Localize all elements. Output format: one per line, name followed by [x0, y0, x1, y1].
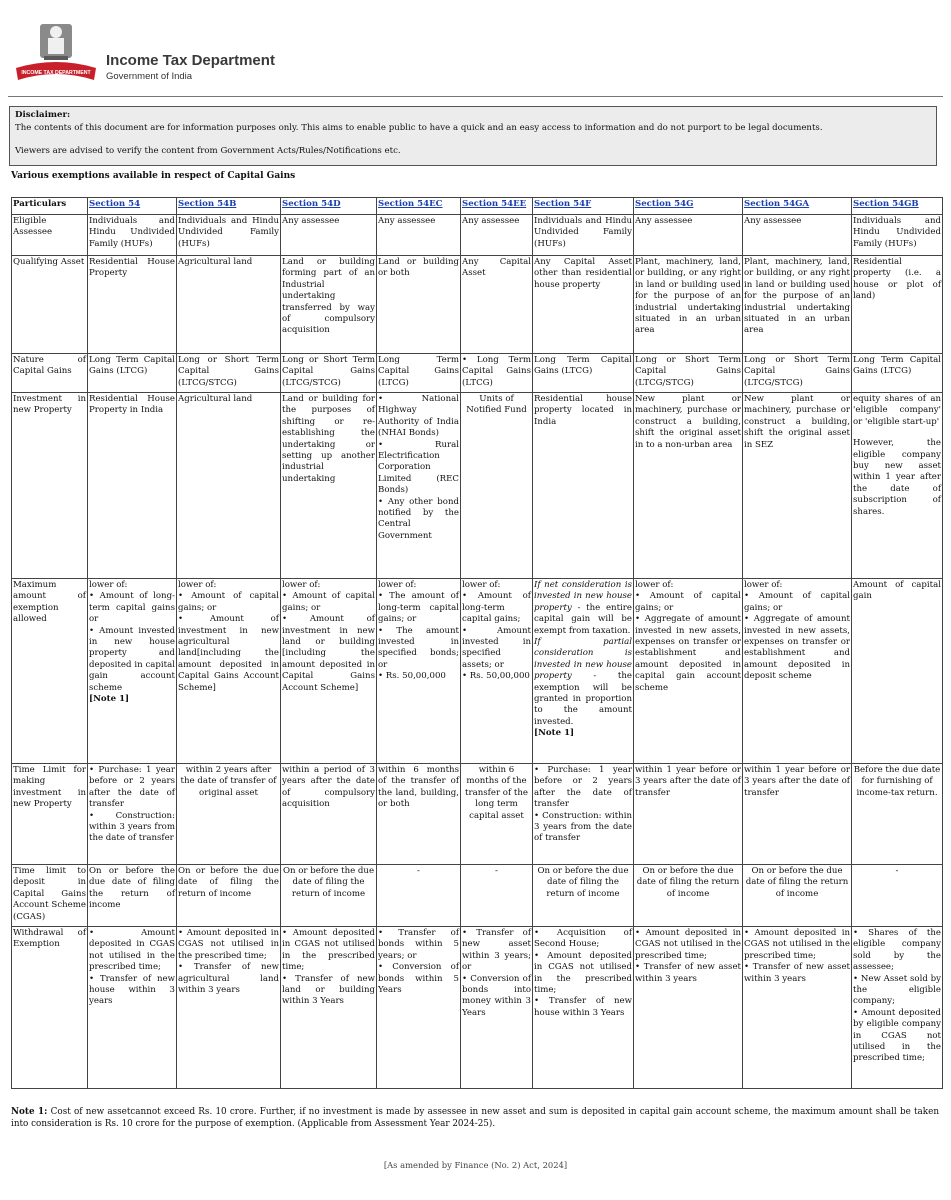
table-row-qualifying-asset [12, 256, 943, 354]
table-row-withdrawal-of-exemption [12, 927, 943, 1089]
disclaimer-title: Disclaimer: [15, 110, 71, 120]
disclaimer-line-2: Viewers are advised to verify the content from Government Acts/Rules/Notifications etc. [15, 146, 401, 156]
lower-of-label: lower of: [178, 580, 217, 590]
table-row-eligible-assessee [12, 215, 943, 256]
table-cell [634, 579, 743, 764]
table-cell: Any assessee [634, 215, 743, 256]
bullet-item: • Rs. 50,00,000 [378, 671, 446, 682]
bullet-item: • Conversion of bonds into money within 3 Years [462, 973, 531, 1018]
row-label: Maximum amount of exemption allowed [12, 579, 88, 764]
table-cell: Long Term Capital Gains (LTCG) [533, 354, 634, 393]
header-particulars: Particulars [12, 198, 88, 215]
bullet-item: • Any other bond notified by the Central Government [378, 496, 459, 541]
bullet-item: • Amount invested in new house property and deposited in capital gain account scheme [89, 625, 175, 693]
table-cell: within 6 months of the transfer of the land, building, or both [377, 764, 461, 865]
lower-of-label: lower of: [462, 580, 501, 590]
bullet-item: • The amount of long-term capital gains; or [378, 591, 459, 625]
capital-gains-table [11, 197, 943, 1089]
table-cell: Any Capital Asset [461, 256, 533, 354]
bullet-item: • Transfer of new asset within 3 years; or [462, 928, 531, 973]
table-cell: Any assessee [377, 215, 461, 256]
note-1-text: Cost of new assetcannot exceed Rs. 10 crore. Further, if no investment is made by assessee in new asset and sum is deposited in capital gain account scheme, the maximum amount shall be taken into consideration is Rs. 10 crore for the purpose of exemption. (Applicable from Assessment Year 2024-25). [11, 1107, 939, 1129]
header-section-54f [533, 198, 634, 215]
table-cell: Individuals and Hindu Undivided Family (HUFs) [852, 215, 943, 256]
table-cell: Agricultural land [177, 256, 281, 354]
lower-of-label: lower of: [378, 580, 417, 590]
table-cell [852, 927, 943, 1089]
row-label: Investment in new Property [12, 393, 88, 579]
table-cell: On or before the due date of filing the return of income [743, 865, 852, 927]
table-cell: within 2 years after the date of transfer of original asset [177, 764, 281, 865]
disclaimer-line-1: The contents of this document are for information purposes only. This aims to enable public to have a quick and an easy access to information and do not purport to be legal documents. [15, 123, 823, 133]
emblem-ribbon-text: INCOME TAX DEPARTMENT [21, 70, 91, 76]
bullet-item: • Transfer of new land or building within 3 Years [282, 973, 375, 1007]
table-cell: within 6 months of the transfer of the long term capital asset [461, 764, 533, 865]
table-cell [533, 579, 634, 764]
table-cell [177, 579, 281, 764]
table-cell: Long Term Capital Gains (LTCG) [377, 354, 461, 393]
table-cell: Land or building for the purposes of shifting or re-establishing the undertaking or setting up another industrial undertaking [281, 393, 377, 579]
table-row-time-limit-investment [12, 764, 943, 865]
row-label: Eligible Assessee [12, 215, 88, 256]
bullet-item: • Amount of capital gains; or [635, 591, 741, 613]
disclaimer-box [9, 106, 937, 166]
table-cell: Land or building forming part of an Industrial undertaking transferred by way of compulsory acquisition [281, 256, 377, 354]
bullet-item: • Aggregate of amount invested in new assets, expenses on transfer or establishment and amount deposited in deposit scheme [744, 614, 850, 682]
bullet-item: • Amount of capital gains; or [282, 591, 375, 613]
table-cell: Long or Short Term Capital Gains (LTCG/STCG) [177, 354, 281, 393]
table-cell [461, 579, 533, 764]
table-cell: Long Term Capital Gains (LTCG) [88, 354, 177, 393]
link-section-54f[interactable]: Section 54F [534, 199, 592, 209]
bullet-item: • Transfer of new asset within 3 years [635, 962, 741, 984]
table-cell: Long Term Capital Gains (LTCG) [852, 354, 943, 393]
table-cell: Individuals and Hindu Undivided Family (HUFs) [533, 215, 634, 256]
table-cell: Long or Short Term Capital Gains (LTCG/STCG) [634, 354, 743, 393]
table-cell: New plant or machinery, purchase or construct a building, shift the original asset in SEZ [743, 393, 852, 579]
table-cell: within a period of 3 years after the date of compulsory acquisition [281, 764, 377, 865]
bullet-item: • Acquisition of Second House; [534, 928, 632, 950]
bullet-item: • Amount deposited in CGAS not utilised in the prescribed time; [534, 950, 632, 996]
bullet-item: • Purchase: 1 year before or 2 years after the date of transfer [534, 765, 632, 810]
table-cell [377, 927, 461, 1089]
table-cell [852, 393, 943, 579]
income-tax-emblem-icon [14, 20, 98, 86]
header-section-54b [177, 198, 281, 215]
header-section-54g [634, 198, 743, 215]
row-label: Qualifying Asset [12, 256, 88, 354]
link-section-54d[interactable]: Section 54D [282, 199, 341, 209]
table-cell [377, 393, 461, 579]
lower-of-label: lower of: [744, 580, 783, 590]
link-section-54ee[interactable]: Section 54EE [462, 199, 527, 209]
table-cell: Residential House Property in India [88, 393, 177, 579]
table-cell: - [377, 865, 461, 927]
row-label: Nature of Capital Gains [12, 354, 88, 393]
header-section-54ee [461, 198, 533, 215]
bullet-item: • Transfer of bonds within 5 years; or [378, 928, 459, 961]
note-1 [11, 1106, 939, 1130]
table-cell: On or before the due date of filing the return of income [88, 865, 177, 927]
bullet-item: • Transfer of new house within 3 years [89, 973, 175, 1007]
table-cell [88, 764, 177, 865]
bullet-item: • Transfer of new house within 3 Years [534, 996, 632, 1018]
table-cell: On or before the due date of filing the return of income [281, 865, 377, 927]
italic-text: If net consideration is invested in new house property [534, 580, 632, 613]
table-cell [743, 579, 852, 764]
bullet-item: • Aggregate of amount invested in new assets, expenses on transfer or establishment and amount deposited in capital gain account scheme [635, 614, 741, 693]
table-cell: On or before the due date of filing the return of income [533, 865, 634, 927]
bullet-item: • Construction: within 3 years from the date of transfer [534, 810, 632, 844]
link-section-54[interactable]: Section 54 [89, 199, 141, 209]
bullet-item: • The amount invested in specified bonds; or [378, 625, 459, 670]
header-divider [8, 96, 943, 97]
table-cell [377, 579, 461, 764]
link-section-54ec[interactable]: Section 54EC [378, 199, 443, 209]
table-cell: Individuals and Hindu Undivided Family (HUFs) [177, 215, 281, 256]
table-cell [743, 927, 852, 1089]
table-cell: - [461, 865, 533, 927]
table-cell: Plant, machinery, land, or building, or any right in land or building used for the purpose of an industrial undertaking situated in an urban area [743, 256, 852, 354]
table-cell [281, 927, 377, 1089]
table-cell: New plant or machinery, purchase or construct a building, shift the original asset in to a non-urban area [634, 393, 743, 579]
government-name: Government of India [106, 71, 193, 82]
table-cell: Residential property (i.e. a house or plot of land) [852, 256, 943, 354]
table-cell: within 1 year before or 3 years after the date of transfer [634, 764, 743, 865]
table-cell: Plant, machinery, land, or building, or any right in land or building used for the purpose of an industrial undertaking situated in an urban area [634, 256, 743, 354]
bullet-item: • Purchase: 1 year before or 2 years after the date of transfer [89, 765, 175, 810]
bullet-item: • Transfer of new agricultural land within 3 years [178, 962, 279, 996]
lower-of-label: lower of: [635, 580, 674, 590]
link-section-54gb[interactable]: Section 54GB [853, 199, 919, 209]
cell-paragraph: equity shares of an 'eligible company' or 'eligible start-up' [853, 394, 941, 427]
header-section-54ga [743, 198, 852, 215]
table-cell: Any Capital Asset other than residential house property [533, 256, 634, 354]
table-cell [533, 764, 634, 865]
bullet-item: • Amount of capital gains; or [744, 591, 850, 613]
table-cell: Any assessee [461, 215, 533, 256]
table-row-nature-of-capital-gains [12, 354, 943, 393]
bullet-item: • Rural Electrification Corporation Limited (REC Bonds) [378, 439, 459, 496]
table-cell: Units of Notified Fund [461, 393, 533, 579]
table-cell: Residential house property located in India [533, 393, 634, 579]
bullet-item: • Shares of the eligible company sold by the assessee; [853, 928, 941, 973]
table-cell: Any assessee [743, 215, 852, 256]
table-cell [634, 927, 743, 1089]
bullet-item: • Amount deposited in CGAS not utilised in the prescribed time; [89, 928, 175, 973]
page-header [8, 20, 408, 90]
footer-amendment: [As amended by Finance (No. 2) Act, 2024] [383, 1160, 568, 1170]
table-cell [88, 927, 177, 1089]
table-cell: On or before the due date of filing the return of income [177, 865, 281, 927]
bullet-item: • Amount of investment in new agricultural land[including the amount deposited in Capital Gains Account Scheme] [178, 614, 279, 693]
table-cell: Land or building or both [377, 256, 461, 354]
cell-paragraph [534, 637, 632, 728]
bullet-item: • National Highway Authority of India (NHAI Bonds) [378, 394, 459, 439]
note-reference: [Note 1] [89, 694, 130, 705]
table-cell: Residential House Property [88, 256, 177, 354]
bullet-item: • Amount deposited in CGAS not utilised in the prescribed time; [282, 928, 375, 973]
table-cell: On or before the due date of filing the return of income [634, 865, 743, 927]
bullet-item: • Construction: within 3 years from the date of transfer [89, 810, 175, 844]
lower-of-label: lower of: [282, 580, 321, 590]
table-cell [533, 927, 634, 1089]
table-cell [281, 579, 377, 764]
bullet-item: • Amount deposited in CGAS not utilised in the prescribed time; [178, 928, 279, 961]
bullet-item: • Amount of investment in new land or building [including the amount deposited in Capital Gains Account Scheme] [282, 614, 375, 693]
table-cell [88, 579, 177, 764]
header-section-54ec [377, 198, 461, 215]
link-section-54ga[interactable]: Section 54GA [744, 199, 810, 209]
header-section-54d [281, 198, 377, 215]
bullet-item: • Amount deposited in CGAS not utilised in the prescribed time; [635, 928, 741, 961]
header-section-54 [88, 198, 177, 215]
italic-text: If partial consideration is invested in new house property [534, 637, 632, 682]
note-1-label: Note 1: [11, 1107, 48, 1117]
table-row-maximum-exemption [12, 579, 943, 764]
bullet-item: • Amount of long-term capital gains; [462, 591, 531, 625]
table-cell: Individuals and Hindu Undivided Family (HUFs) [88, 215, 177, 256]
table-cell: - [852, 865, 943, 927]
cell-paragraph [534, 580, 632, 637]
table-cell [177, 927, 281, 1089]
department-name: Income Tax Department [106, 52, 275, 69]
header-section-54gb [852, 198, 943, 215]
table-cell: Before the due date for furnishing of income-tax return. [852, 764, 943, 865]
table-row-cgas-deposit [12, 865, 943, 927]
note-reference: [Note 1] [534, 728, 575, 739]
table-cell: Long or Short Term Capital Gains (LTCG/STCG) [281, 354, 377, 393]
table-cell: Long or Short Term Capital Gains (LTCG/STCG) [743, 354, 852, 393]
row-label: Time limit to deposit in Capital Gains Account Scheme (CGAS) [12, 865, 88, 927]
bullet-item: • Amount of long-term capital gains or [89, 591, 175, 625]
lower-of-label: lower of: [89, 580, 128, 590]
row-label: Time Limit for making investment in new Property [12, 764, 88, 865]
table-header-row [12, 198, 943, 215]
table-row-investment-in-new-property [12, 393, 943, 579]
table-cell: • Long Term Capital Gains (LTCG) [461, 354, 533, 393]
bullet-item: • Conversion of bonds within 5 Years [378, 962, 459, 996]
bullet-item: • Amount deposited by eligible company in CGAS not utilised in the prescribed time; [853, 1007, 941, 1064]
table-cell [461, 927, 533, 1089]
table-cell: Amount of capital gain [852, 579, 943, 764]
plain-text: - the entire capital gain will be exempt from taxation. [534, 602, 632, 636]
table-cell: within 1 year before or 3 years after the date of transfer [743, 764, 852, 865]
table-cell: Any assessee [281, 215, 377, 256]
bullet-item: • Amount of capital gains; or [178, 591, 279, 613]
table-title: Various exemptions available in respect of Capital Gains [11, 171, 296, 181]
plain-text: - the exemption will be granted in proportion to the amount invested. [534, 671, 632, 727]
bullet-item: • New Asset sold by the eligible company; [853, 973, 941, 1007]
bullet-item: • Transfer of new asset within 3 years [744, 962, 850, 984]
cell-paragraph: However, the eligible company buy new asset within 1 year after the date of subscription of shares. [853, 438, 941, 517]
bullet-item: • Amount deposited in CGAS not utilised in the prescribed time; [744, 928, 850, 961]
bullet-item: • Amount invested in specified assets; or [462, 625, 531, 670]
bullet-item: • Rs. 50,00,000 [462, 671, 530, 682]
table-cell: Agricultural land [177, 393, 281, 579]
link-section-54b[interactable]: Section 54B [178, 199, 237, 209]
link-section-54g[interactable]: Section 54G [635, 199, 694, 209]
row-label: Withdrawal of Exemption [12, 927, 88, 1089]
